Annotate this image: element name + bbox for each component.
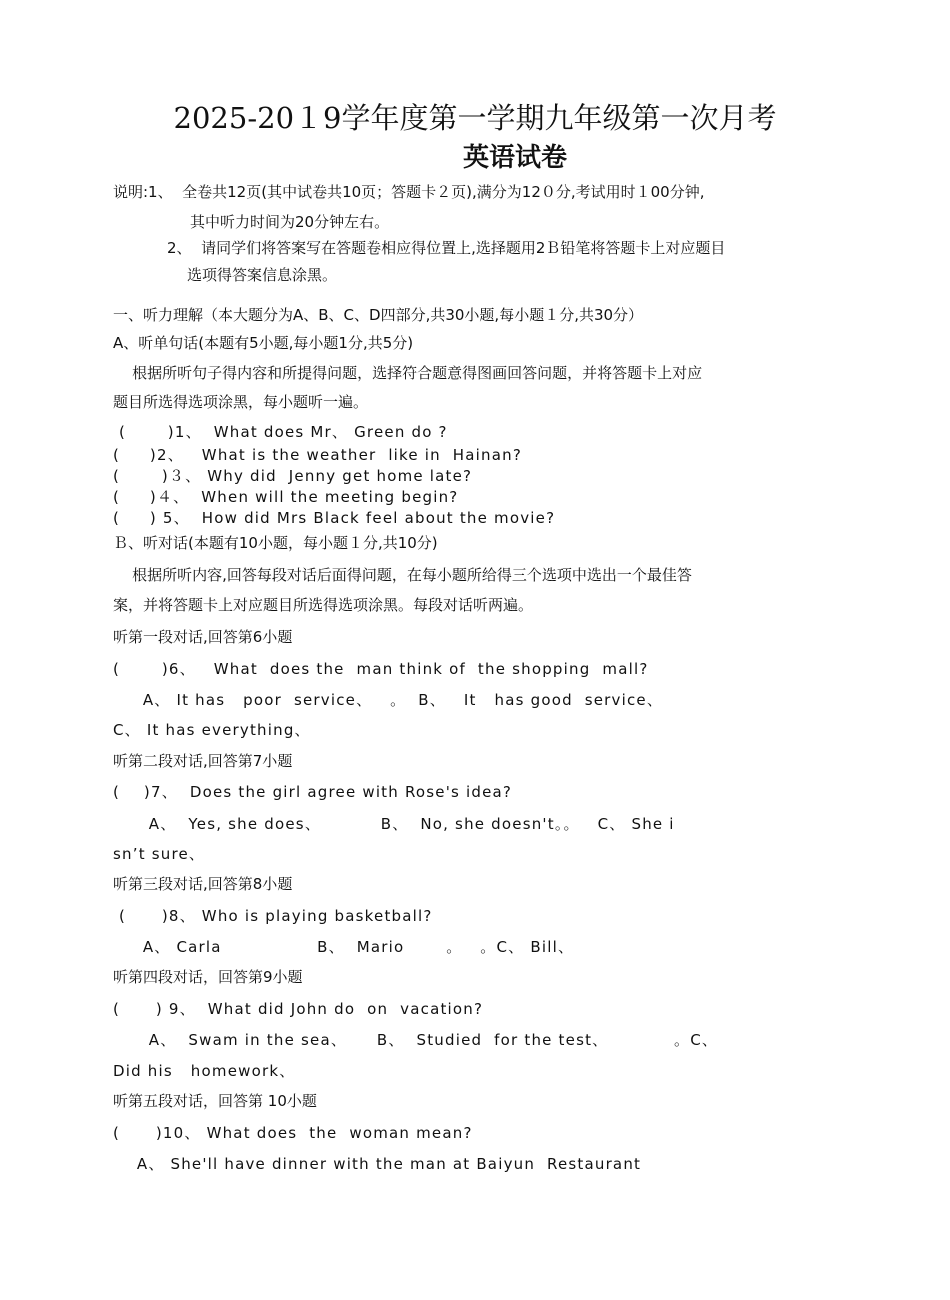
exam-subtitle: 英语试卷 <box>462 143 567 173</box>
instructions-line-1: 说明:1、 全卷共12页(其中试卷共10页；答题卡２页),满分为12０分,考试用时１00分钟, <box>113 183 705 201</box>
partB-desc-1: 根据所听内容,回答每段对话后面得问题，在每小题所给得三个选项中选出一个最佳答 <box>113 566 692 584</box>
dialogue-2-intro: 听第二段对话,回答第7小题 <box>113 752 293 770</box>
question-6-options-ab: A、 It has poor service、 。 B、 It has good service、 <box>113 691 664 709</box>
partA-desc-2: 题目所选得选项涂黑，每小题听一遍。 <box>113 393 369 411</box>
question-2: ( )2、 What is the weather like in Hainan? <box>113 446 523 464</box>
question-7-options: A、 Yes, she does、 B、 No, she doesn't。。 C、 She i <box>113 815 675 833</box>
question-7-option-c-cont: sn’t sure、 <box>113 845 206 863</box>
dialogue-3-intro: 听第三段对话,回答第8小题 <box>113 875 293 893</box>
question-8-options: A、 Carla B、 Mario 。 。C、 Bill、 <box>113 938 575 956</box>
section1-heading: 一、听力理解（本大题分为A、B、C、D四部分,共30小题,每小题１分,共30分） <box>113 306 644 324</box>
question-8: ( )8、 Who is playing basketball? <box>113 907 433 925</box>
exam-title: 2025-20１9学年度第一学期九年级第一次月考 <box>173 101 777 135</box>
dialogue-5-intro: 听第五段对话，回答第 10小题 <box>113 1092 317 1110</box>
question-9-options: A、 Swam in the sea、 B、 Studied for the test、 。C、 <box>113 1031 719 1049</box>
instructions-line-4: 选项得答案信息涂黑。 <box>187 266 338 284</box>
dialogue-1-intro: 听第一段对话,回答第6小题 <box>113 628 293 646</box>
question-10-option-a: A、 She'll have dinner with the man at Baiyun Restaurant <box>113 1155 642 1173</box>
partA-heading: A、听单句话(本题有5小题,每小题1分,共5分) <box>113 334 414 352</box>
question-4: ( )４、 When will the meeting begin? <box>113 488 459 506</box>
question-9: ( ) 9、 What did John do on vacation? <box>113 1000 484 1018</box>
partB-desc-2: 案，并将答题卡上对应题目所选得选项涂黑。每段对话听两遍。 <box>113 596 534 614</box>
dialogue-4-intro: 听第四段对话，回答第9小题 <box>113 968 303 986</box>
question-9-option-c-cont: Did his homework、 <box>113 1062 296 1080</box>
question-7: ( )7、 Does the girl agree with Rose's idea? <box>113 783 513 801</box>
question-6-option-c: C、 It has everything、 <box>113 721 311 739</box>
question-10: ( )10、 What does the woman mean? <box>113 1124 473 1142</box>
instructions-line-3: 2、 请同学们将答案写在答题卷相应得位置上,选择题用2Ｂ铅笔将答题卡上对应题目 <box>167 239 726 257</box>
question-5: ( ) 5、 How did Mrs Black feel about the movie? <box>113 509 556 527</box>
question-6: ( )6、 What does the man think of the shopping mall? <box>113 660 649 678</box>
partB-heading: Ｂ、听对话(本题有10小题，每小题１分,共10分) <box>113 534 438 552</box>
partA-desc-1: 根据所听句子得内容和所提得问题，选择符合题意得图画回答问题，并将答题卡上对应 <box>113 364 703 382</box>
question-3: ( )３、 Why did Jenny get home late? <box>113 467 473 485</box>
instructions-line-2: 其中听力时间为20分钟左右。 <box>190 213 390 231</box>
question-1: ( )1、 What does Mr、 Green do ? <box>113 423 448 441</box>
